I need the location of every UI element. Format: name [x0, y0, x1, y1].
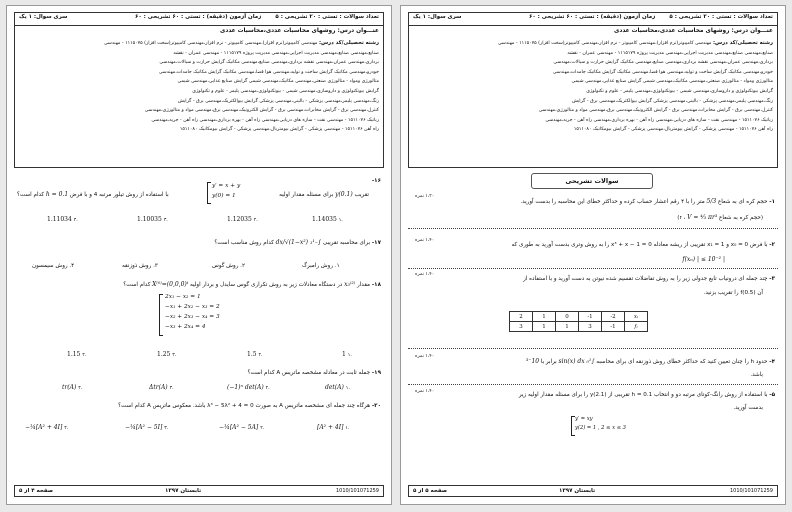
- q19-option-3[interactable]: [149, 384, 174, 391]
- d1-radius: 5/3: [706, 198, 717, 205]
- d2-text-a: با فرض x₀ = 0 و x₁ = 1 تقریبی از ریشه معادله x³ + x − 1 = 0 را به روش وتری بدست آورید به طوری که: [511, 242, 768, 248]
- field-line: صنایع،مهندسی صنایع،مهندسی مدیریت اجرایی،مهندسی مدیریت پروژه ۱۱۱۵۱۷۹ - مهندسی عمران - نقشه: [567, 50, 773, 56]
- course-label: عنـــوان درس:: [337, 28, 379, 34]
- score-badge: ۱،۴۰ نمره: [415, 354, 435, 359]
- field-line: رنگ،مهندسی پلیمر،مهندسی پزشکی - بالینی،مهندسی پزشکی گرایش بیوالکتریک،مهندسی برق - گرایش: [571, 98, 773, 104]
- q19-option-2[interactable]: [227, 384, 270, 391]
- question-d2: [512, 242, 775, 248]
- q18-eq: −x₂ + 2x₃ − x₄ = 3: [165, 314, 220, 320]
- option-num: ۲.: [240, 263, 245, 269]
- question-19: [248, 370, 381, 376]
- time-label: زمان آزمون (دقیقه) : تستی : ۶۰ تشریحی : ۶۰: [135, 14, 262, 20]
- term-label: تابستان ۱۳۹۷: [559, 488, 596, 494]
- exam-code: 1010/101071259: [335, 488, 379, 494]
- q16-option-4[interactable]: [47, 216, 78, 223]
- option-num: ۴.: [73, 218, 78, 223]
- time-label: زمان آزمون (دقیقه) : تستی : ۶۰ تشریحی : ۶۰: [529, 14, 656, 20]
- d2-condition: [682, 256, 725, 263]
- table-cell: -2: [602, 312, 625, 322]
- option-num: ۱.: [334, 263, 340, 269]
- table-cell: 3: [510, 322, 533, 332]
- question-18: [123, 281, 381, 288]
- field-line: برداری،مهندسی عمران،مهندسی نقشه برداری،مهندسی صنایع،مهندسی مکانیک گرایش حرارت و سیالات،مهندسی: [159, 60, 379, 66]
- q17-text-a: برای محاسبه تقریبی: [322, 240, 371, 246]
- d2-cond: | f(xₙ) | ≤ 10⁻²: [682, 256, 725, 263]
- q18-var: x₃⁽²⁾: [344, 281, 356, 288]
- question-number: ۵-: [769, 392, 775, 398]
- d1-text-c: (حجم کره به شعاع r ،: [679, 215, 763, 221]
- course-name: روشهای محاسبات عددی،محاسبات عددی: [614, 28, 730, 34]
- option-num: ۳.: [169, 386, 174, 391]
- table-cell: 3: [579, 322, 602, 332]
- option-value: −¼[A² − 5A]: [219, 424, 259, 431]
- option-num: ۲.: [260, 426, 265, 431]
- option-value: (−1)ⁿ det(A): [227, 384, 264, 391]
- option-value: 1.5: [247, 351, 257, 358]
- question-number: ۳-: [769, 276, 775, 282]
- question-d1: [520, 198, 775, 205]
- course-name: روشهای محاسبات عددی،محاسبات عددی: [220, 28, 336, 34]
- field-label: رشته تحصیلی/کد درس:: [712, 40, 773, 46]
- option-value: −¼[A² − 5I]: [125, 424, 163, 431]
- option-value: 1.12035: [227, 216, 252, 223]
- q17-integral: ∫₋₁¹ dx/√(1−x²): [275, 239, 322, 246]
- q16-option-1[interactable]: [312, 216, 343, 223]
- q20-option-1[interactable]: [317, 424, 349, 431]
- q16-eq1: y′ = x + y: [212, 183, 241, 189]
- score-badge: ۱،۲۰ نمره: [415, 194, 435, 199]
- q17-text-b: کدام روش مناسب است؟: [214, 240, 274, 246]
- d4-err: 10⁻³: [525, 358, 540, 365]
- option-value: tr(A): [62, 384, 77, 391]
- option-value: روش رامبرگ: [302, 263, 334, 269]
- question-16-text: [279, 191, 369, 198]
- counts-label: تعداد سوالات : تستی : ۲۰ تشریحی : ۵: [669, 14, 773, 20]
- option-num: ۴.: [64, 426, 69, 431]
- page-number: صفحه ۴ از ۵: [19, 488, 54, 494]
- field-line: رباتیک ۱۵۱۱۰۷۶ - مهندسی نفت - سازه های دریایی،مهندسی راه آهن - بهره برداری،مهندسی راه آهن - جریه،مهندسی: [545, 117, 773, 123]
- series-label: سری سوال: ۱ یک: [413, 14, 462, 20]
- d5-text-a: با استفاده از روش رانگ-کوتای مرتبه دو و انتخاب h = 0.1 تقریبی از y(2.1) را برای مسئله مقدار اولیه زیر: [518, 392, 768, 398]
- divider: [408, 348, 778, 349]
- q19-text: جمله ثابت در معادله مشخصه ماتریس A کدام است؟: [247, 370, 371, 376]
- option-value: −¼[A² + 4I]: [25, 424, 63, 431]
- q16-text-c: با استفاده از روش تیلور مرتبه 4 و با فرض: [69, 192, 169, 198]
- field-label: رشته تحصیلی/کد درس:: [318, 40, 379, 46]
- exam-code: 1010/101071259: [729, 488, 773, 494]
- exam-header: [14, 12, 384, 168]
- field-line: رباتیک ۱۵۱۱۰۷۶ - مهندسی نفت - سازه های دریایی،مهندسی راه آهن - بهره برداری،مهندسی راه آهن - جریه،مهندسی: [151, 117, 379, 123]
- q19-option-1[interactable]: [325, 384, 350, 391]
- field-line: متالورژی ومواد - متالورژی صنعتی،مهندسی مکانیک،مهندسی شیمی گرایش صنایع غذایی،مهندسی شیمی: [177, 79, 379, 85]
- d5-eq1: y′ = xy: [575, 416, 593, 422]
- field-line: مهندسی کامپیوتر(نرم افزار)،مهندسی کامپیوتر - نرم افزار،مهندسی کامپیوتر(سخت افزار) ۱۱۱۵۰۷۵ - مهندسی: [104, 41, 318, 46]
- option-num: ۲.: [265, 386, 270, 391]
- q20-option-3[interactable]: [125, 424, 168, 431]
- q19-option-4[interactable]: [62, 384, 82, 391]
- divider: [408, 228, 778, 229]
- exam-header: [408, 12, 778, 168]
- question-number: ۲۰-: [371, 403, 381, 409]
- option-num: ۴.: [69, 263, 75, 269]
- d4-end: [750, 372, 763, 378]
- q16-option-3[interactable]: [137, 216, 168, 223]
- q16-text-a: تقریب: [354, 192, 369, 198]
- q18-eq: −x₁ + 2x₂ − x₃ = 2: [165, 304, 220, 310]
- option-num: ۲.: [258, 353, 263, 358]
- field-line: راه آهن ۱۵۱۱۰۷۶ - مهندسی پزشکی - گرایش بیومتریال،مهندسی پزشکی - گرایش بیومکانیک ۱۵۱۱۰۸۰: [573, 127, 773, 133]
- option-value: [A² + 4I]: [317, 424, 344, 431]
- header-info-row: [409, 13, 777, 26]
- table-cell: 1: [556, 322, 579, 332]
- d4-text-a: حدود h را چنان تعیین کنید که حداکثر خطای روش ذوزنقه ای برای محاسبه: [596, 359, 768, 365]
- q20-option-4[interactable]: [25, 424, 68, 431]
- d4-text-c: باشد.: [750, 372, 763, 378]
- option-value: 1.10035: [137, 216, 162, 223]
- series-label: سری سوال: ۱ یک: [19, 14, 68, 20]
- d3-text-a: چند جمله ای درونیاب تابع جدولی زیر را به روش تفاضلات تقسیم شده نیوتن به دست آورید و با استفاده از: [523, 276, 768, 282]
- option-value: روش سیمسون: [32, 263, 68, 269]
- q16-option-2[interactable]: [227, 216, 258, 223]
- option-num: ۳.: [163, 218, 168, 223]
- q16-eq2: y(0) = 1: [212, 193, 236, 199]
- course-label: عنـــوان درس:: [731, 28, 773, 34]
- option-value: روش ذوزنقه: [122, 263, 152, 269]
- q20-text: هرگاه چند جمله ای مشخصه ماتریس A به صورت λ³ − 5λ² + 4 = 0 باشد. معکوس ماتریس A کدام است؟: [118, 403, 371, 409]
- q17-option-1[interactable]: [302, 263, 340, 269]
- d5-text-b-wrap: [733, 405, 763, 411]
- field-line: کنترل،مهندسی برق - گرایش مخابرات،مهندسی برق - گرایش الکترونیک،مهندسی برق،مهندسی مواد و متالورژی،مهندسی: [144, 108, 379, 114]
- q18-option-4[interactable]: [67, 351, 86, 358]
- question-17: [214, 239, 381, 246]
- page-footer: [14, 485, 384, 497]
- question-d5: [519, 392, 775, 398]
- table-cell: 2: [510, 312, 533, 322]
- option-num: ۴.: [78, 386, 83, 391]
- term-label: تابستان ۱۳۹۷: [165, 488, 202, 494]
- q18-system: [165, 292, 220, 332]
- exam-page-5: [400, 5, 786, 505]
- option-num: ۳.: [153, 263, 158, 269]
- question-number: ۱۹-: [371, 370, 381, 376]
- divider: [408, 268, 778, 269]
- q18-option-2[interactable]: [247, 351, 263, 358]
- question-d3: [523, 276, 775, 282]
- option-num: ۱.: [345, 426, 350, 431]
- field-line: راه آهن ۱۵۱۱۰۷۶ - مهندسی پزشکی - گرایش بیومتریال،مهندسی پزشکی - گرایش بیومکانیک ۱۵۱۱۰۸۰: [179, 127, 379, 133]
- field-list: [413, 39, 773, 135]
- q18-bracket: [159, 294, 163, 336]
- option-value: Δtr(A): [149, 384, 168, 391]
- page-footer: [408, 485, 778, 497]
- q18-option-3[interactable]: [157, 351, 176, 358]
- field-line: خودرو،مهندسی مکانیک گرایش ساخت و تولید،مهندسی هوا فضا،مهندسی مکانیک گرایش مکانیک جامدات،مهندسی: [552, 69, 773, 75]
- q17-option-3[interactable]: [122, 263, 158, 269]
- q18-text-c: کدام است؟: [123, 282, 151, 288]
- q18-option-1[interactable]: [342, 351, 352, 358]
- question-number: ۲-: [769, 242, 775, 248]
- option-value: 1.25: [157, 351, 171, 358]
- exam-page-4: [6, 5, 392, 505]
- table-cell: 1: [533, 312, 556, 322]
- question-number: ۱۷-: [371, 240, 381, 246]
- d4-integral: ∫₀¹ sin(x) dx: [558, 358, 595, 365]
- q16-text-end: [17, 191, 205, 198]
- score-badge: ۱،۴۰ نمره: [415, 238, 435, 243]
- option-num: ۲.: [253, 218, 258, 223]
- field-line: رنگ،مهندسی پلیمر،مهندسی پزشکی - بالینی،مهندسی پزشکی گرایش بیوالکتریک،مهندسی برق - گرایش: [177, 98, 379, 104]
- question-16: [372, 178, 381, 184]
- page-number: صفحه ۵ از ۵: [413, 488, 448, 494]
- d1-formula: V = ⁴⁄₃ πr³: [687, 214, 718, 221]
- q18-eq: −x₃ + 2x₄ = 4: [165, 324, 206, 330]
- option-value: 1: [342, 351, 346, 358]
- table-cell: -1: [602, 322, 625, 332]
- option-num: ۳.: [164, 426, 169, 431]
- d5-text-b: بدست آورید.: [733, 405, 763, 411]
- header-info-row: [15, 13, 383, 26]
- q16-system: [212, 181, 240, 201]
- section-title: سوالات تشریحی: [531, 173, 653, 189]
- question-20: [118, 403, 381, 409]
- option-num: ۳.: [172, 353, 177, 358]
- field-line: صنایع،مهندسی صنایع،مهندسی مدیریت اجرایی،مهندسی مدیریت پروژه ۱۱۱۵۱۷۹ - مهندسی عمران - نقشه: [173, 50, 379, 56]
- field-line: برداری،مهندسی عمران،مهندسی نقشه برداری،مهندسی صنایع،مهندسی مکانیک گرایش حرارت و سیالات،مهندسی: [553, 60, 773, 66]
- option-num: ۱.: [347, 353, 352, 358]
- d3-text-b: آن f(0.5) را تقریب بزنید.: [703, 290, 763, 296]
- table-cell: 1: [533, 322, 556, 332]
- option-value: 1.15: [67, 351, 81, 358]
- q17-option-4[interactable]: [32, 263, 74, 269]
- q17-option-2[interactable]: [212, 263, 245, 269]
- q16-text-d: کدام است؟: [17, 192, 45, 198]
- divider: [408, 384, 778, 385]
- question-number: ۴-: [769, 359, 775, 365]
- option-num: ۱.: [338, 218, 343, 223]
- data-table: [509, 311, 648, 332]
- q16-text-b: برای مسئله مقدار اولیه: [279, 192, 334, 198]
- option-value: det(A): [325, 384, 344, 391]
- table-cell: -1: [579, 312, 602, 322]
- course-title: [614, 28, 773, 34]
- option-value: 1.14035: [312, 216, 337, 223]
- q18-init: X⁽⁰⁾=(0,0,0)ᵗ: [152, 281, 189, 288]
- field-line: مهندسی کامپیوتر(نرم افزار)،مهندسی کامپیوتر - نرم افزار،مهندسی کامپیوتر(سخت افزار) ۱۱۱۵۰۷۵ - مهندسی: [498, 41, 712, 46]
- q20-option-2[interactable]: [219, 424, 264, 431]
- score-badge: ۱،۴۰ نمره: [415, 272, 435, 277]
- d1-hint: (حجم کره به شعاع r ، V = ⁴⁄₃ πr³): [677, 214, 763, 221]
- option-value: 1.11034: [47, 216, 72, 223]
- table-row: [510, 322, 648, 332]
- d5-eq2: y(2) = 1 , 2 ≤ x ≤ 3: [575, 425, 626, 431]
- course-title: [220, 28, 379, 34]
- option-num: ۱.: [345, 386, 350, 391]
- option-value: روش گوس: [212, 263, 239, 269]
- field-line: خودرو،مهندسی مکانیک گرایش ساخت و تولید،مهندسی هوا فضا،مهندسی مکانیک گرایش مکانیک جامدات،مهندسی: [158, 69, 379, 75]
- d5-system: [575, 415, 626, 433]
- score-badge: ۱،۴۰ نمره: [415, 389, 435, 394]
- field-line: گرایش بیوتکنولوژی و داروسازی،مهندسی شیمی - بیوتکنولوژی،مهندسی پلیمر - علوم و تکنولوژی: [192, 88, 379, 94]
- field-line: گرایش بیوتکنولوژی و داروسازی،مهندسی شیمی - بیوتکنولوژی،مهندسی پلیمر - علوم و تکنولوژی: [586, 88, 773, 94]
- d3-text-b-wrap: [704, 290, 763, 296]
- option-num: ۴.: [82, 353, 87, 358]
- field-line: متالورژی ومواد - متالورژی صنعتی،مهندسی مکانیک،مهندسی شیمی گرایش صنایع غذایی،مهندسی شیمی: [571, 79, 773, 85]
- d4-text-b: برابر با: [540, 359, 557, 365]
- table-header: fᵢ: [625, 322, 648, 332]
- field-line: کنترل،مهندسی برق - گرایش مخابرات،مهندسی برق - گرایش الکترونیک،مهندسی برق،مهندسی مواد و متالورژی،مهندسی: [538, 108, 773, 114]
- d1-text-b: متر را با ۴ رقم اعشار حساب کرده و حداکثر خطای این محاسبه را بدست آورید.: [520, 199, 705, 205]
- q16-h: h = 0.1: [45, 191, 69, 198]
- q18-eq: 2x₁ − x₂ = 1: [165, 294, 201, 300]
- question-number: ۱۸-: [371, 282, 381, 288]
- table-row: [510, 312, 648, 322]
- d1-text-a: حجم کره ای به شعاع: [717, 199, 768, 205]
- question-number: ۱-: [769, 199, 775, 205]
- table-header: xᵢ: [625, 312, 648, 322]
- question-number: ۱۶-: [371, 178, 381, 184]
- q16-bracket: [207, 182, 211, 204]
- counts-label: تعداد سوالات : تستی : ۲۰ تشریحی : ۵: [275, 14, 379, 20]
- question-d4: [526, 358, 775, 365]
- q18-text-b: در دستگاه معادلات زیر به روش تکراری گوس سایدل و بردار اولیه: [190, 282, 343, 288]
- q16-expr: y(0.1): [335, 191, 353, 198]
- q18-text-a: مقدار: [357, 282, 371, 288]
- table-cell: 0: [556, 312, 579, 322]
- field-list: [19, 39, 379, 135]
